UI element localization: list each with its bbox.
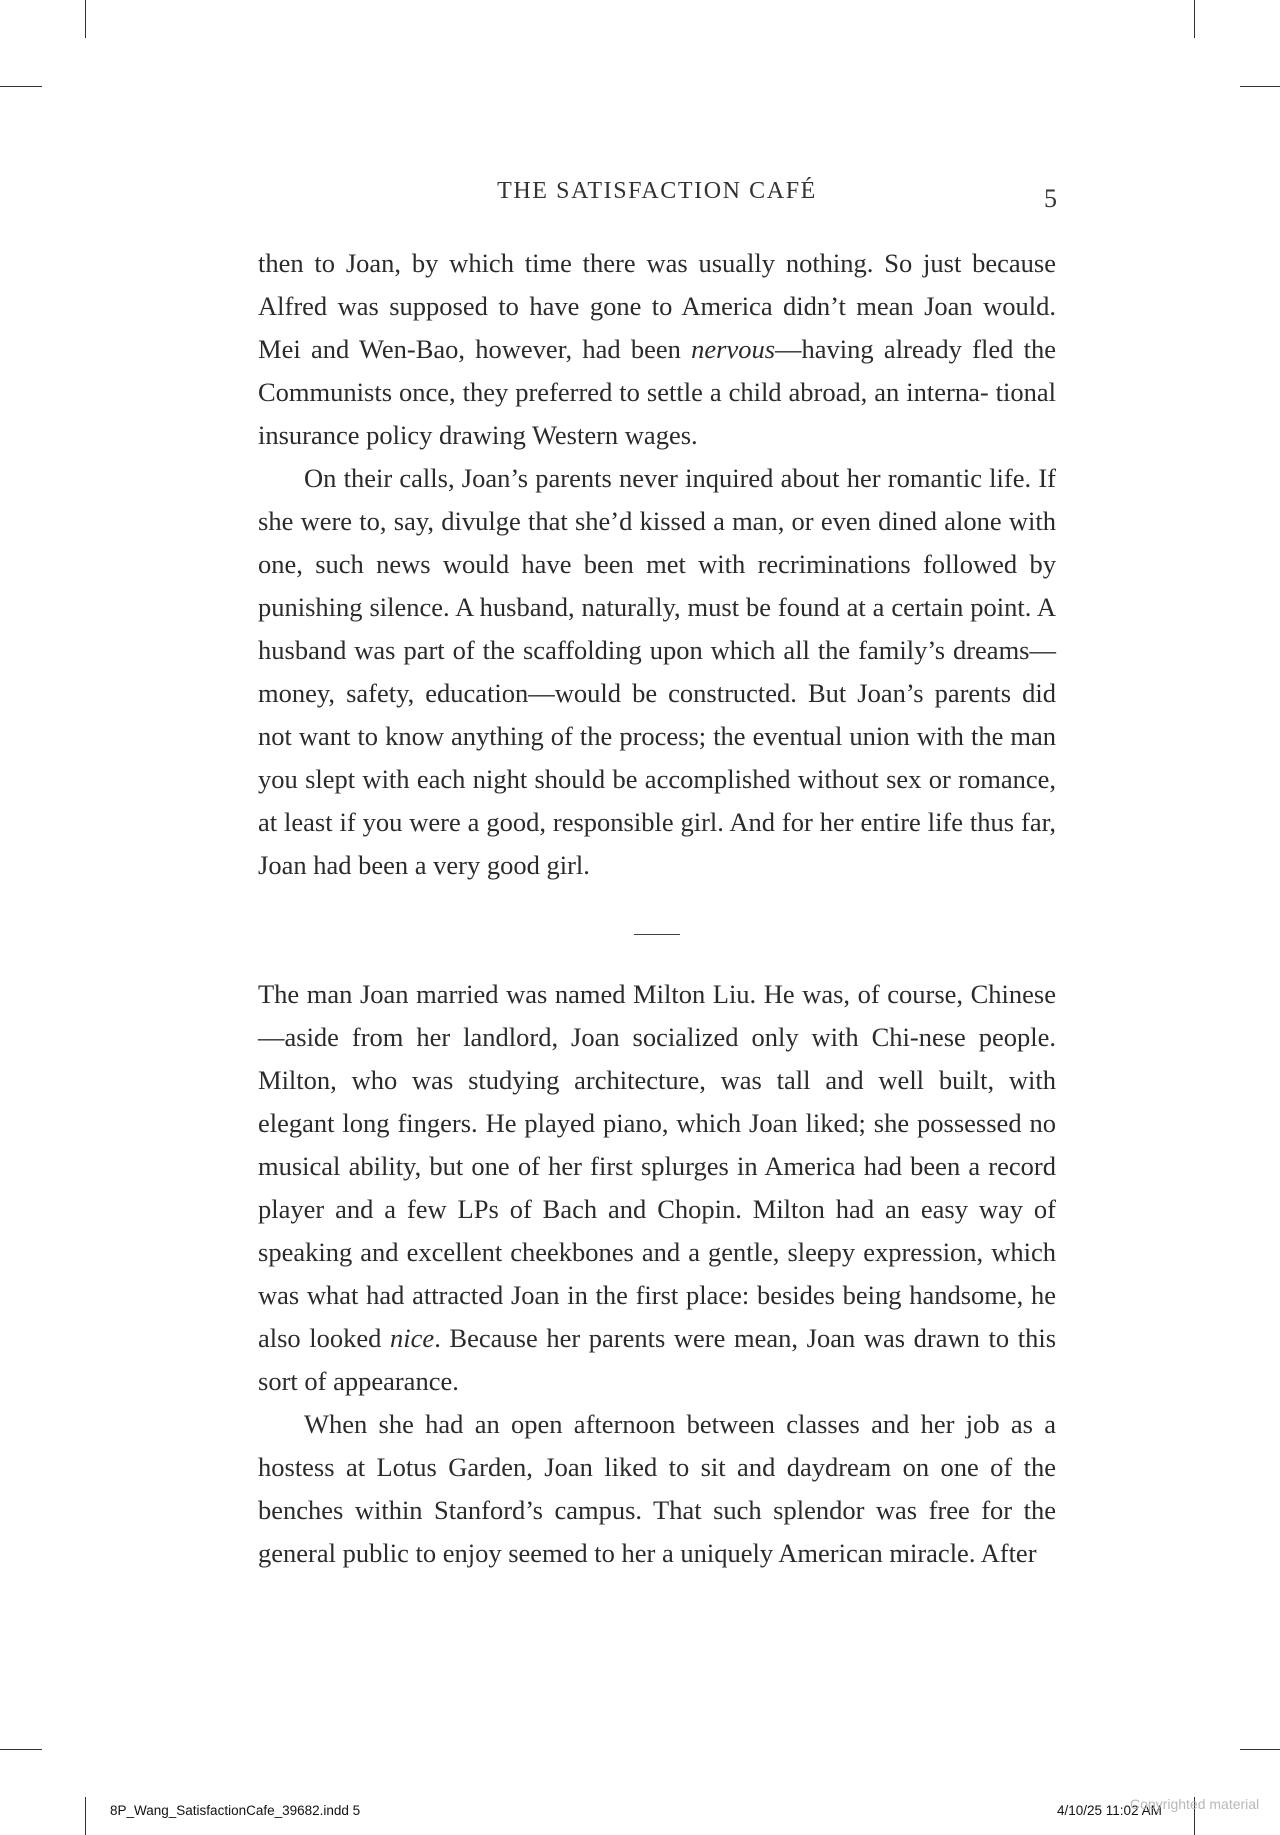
crop-mark-right-bottom [1240, 1749, 1280, 1750]
paragraph-1-line-4: Communists once, they preferred to settle a child abroad, an interna- [258, 377, 989, 407]
paragraph-3-text: The man Joan married was named Milton Liu. He was, of course, Chinese—aside from her landlord, Joan socialized only with Chi-nese people. Milton, who was studying architecture, was tall and well built, with elegant long fingers. He played piano, which Joan liked; she possessed no musical ability, but one of her first splurges in America had been a record player and a few LPs of Bach and Chopin. Milton had an easy way of speaking and excellent cheekbones and a gentle, sleepy expression, which was what had attracted Joan in the first place: besides being handsome, he also looked [258, 979, 1056, 1353]
crop-mark-top-right [1194, 0, 1195, 38]
paragraph-1-line-5: tional insurance policy drawing Western wages. [258, 377, 1057, 450]
paragraph-2: On their calls, Joan’s parents never inquired about her romantic life. If she were to, say, divulge that she’d kissed a man, or even dined alone with one, such news would have been met with recriminations followed by punishing silence. A husband, naturally, must be found at a certain point. A husband was part of the scaffolding upon which all the family’s dreams—money, safety, education—would be constructed. But Joan’s parents did not want to know anything of the process; the eventual union with the man you slept with each night should be accomplished without sex or romance, at least if you were a good, responsible girl. And for her entire life thus far, Joan had been a very good girl. [258, 463, 1056, 880]
paragraph-4: When she had an open afternoon between classes and her job as a hostess at Lotus Garden, Joan liked to sit and daydream on one of the benches within Stanford’s campus. That such splendor was free for the general public to enjoy seemed to her a uniquely American miracle. After [258, 1409, 1056, 1568]
paragraph-1-line-1: then to Joan, by which time there was usually nothing. So just because [258, 248, 1056, 278]
crop-mark-bottom-left [85, 1797, 86, 1835]
crop-mark-left-bottom [0, 1749, 42, 1750]
section-break-rule [634, 934, 680, 935]
running-head [257, 176, 1057, 213]
crop-mark-right-top [1240, 86, 1280, 87]
paragraph-1-line-2: Alfred was supposed to have gone to America didn’t mean Joan would. [258, 291, 1056, 321]
paragraph-1-line-3-end: —having already fled the [775, 334, 1056, 364]
paragraph-1-emphasis: nervous [691, 334, 776, 364]
body-text-bottom [258, 973, 1056, 1575]
slug-datetime: 4/10/25 11:02 AM [1057, 1803, 1162, 1818]
paragraph-3-emphasis: nice [390, 1323, 435, 1353]
page-number: 5 [1044, 184, 1057, 213]
paragraph-3 [258, 973, 1056, 1403]
crop-mark-top-left [85, 0, 86, 38]
running-head-title: THE SATISFACTION CAFÉ [497, 178, 817, 204]
paragraph-3-text-end: . Because her parents were mean, Joan was drawn to this sort of appearance. [258, 1323, 1057, 1396]
paragraph-1-line-3: Mei and Wen-Bao, however, had been [258, 334, 692, 364]
slug-filename: 8P_Wang_SatisfactionCafe_39682.indd 5 [110, 1803, 361, 1818]
copyright-watermark: Copyrighted material [1130, 1796, 1260, 1812]
body-text-top [258, 242, 1056, 887]
crop-mark-left-top [0, 86, 42, 87]
paragraph-1 [258, 242, 1056, 457]
